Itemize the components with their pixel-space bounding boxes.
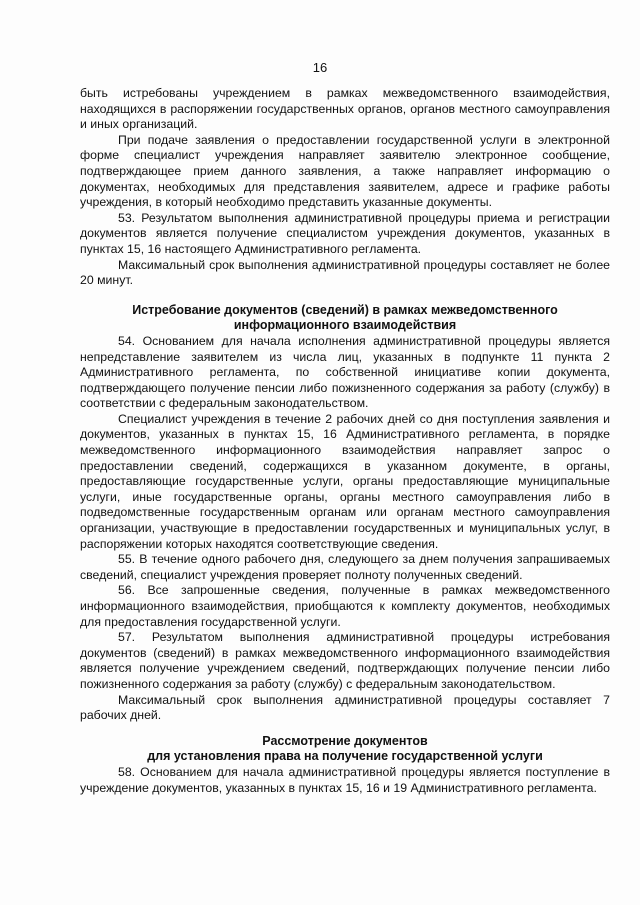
paragraph-max-time-20: Максимальный срок выполнения административной процедуры составляет не более 20 минут. <box>80 257 610 288</box>
paragraph-electronic-form: При подаче заявления о предоставлении государственной услуги в электронной форме специалист учреждения направляет заявителю электронное сообщение, подтверждающее прием данного заявления, а также направляет информацию о документах, необходимых для представления заявителем, адресе и графике работы учреждения, в который необходимо представить указанные документы. <box>80 132 610 210</box>
section-heading-line: Рассмотрение документов <box>262 733 428 748</box>
document-body <box>80 86 610 796</box>
section-heading-interagency <box>80 303 610 334</box>
paragraph-53: 53. Результатом выполнения административной процедуры приема и регистрации документов является получение специалистом учреждения документов, указанных в пунктах 15, 16 настоящего Административного регламента. <box>80 210 610 256</box>
section-heading-line: Истребование документов (сведений) в рамках межведомственного <box>132 302 558 317</box>
paragraph-54: 54. Основанием для начала исполнения административной процедуры является непредставление заявителем из числа лиц, указанных в подпункте 11 пункта 2 Административного регламента, по собственной инициативе копии документа, подтверждающего получение пенсии либо пожизненного содержания за работу (службу) в соответствии с федеральным законодательством. <box>80 333 610 411</box>
paragraph-specialist-request: Специалист учреждения в течение 2 рабочих дней со дня поступления заявления и документов, указанных в пунктах 15, 16 Административного регламента, в порядке межведомственного информационного взаимодействия направляет запрос о предоставлении сведений, содержащихся в указанном документе, в органы, предоставляющие государственные услуги, органы предоставляющие муниципальные услуги, иные государственные органы, органы местного самоуправления либо в подведомственные государственным органам или органам местного самоуправления организации, участвующие в предоставлении государственных и муниципальных услуг, в распоряжении которых находятся соответствующие сведения. <box>80 411 610 551</box>
paragraph-56: 56. Все запрошенные сведения, полученные в рамках межведомственного информационного взаимодействия, приобщаются к комплекту документов, необходимых для предоставления государственной услуги. <box>80 583 610 629</box>
paragraph-55: 55. В течение одного рабочего дня, следующего за днем получения запрашиваемых сведений, специалист учреждения проверяет полноту полученных сведений. <box>80 552 610 582</box>
paragraph-max-time-7: Максимальный срок выполнения административной процедуры составляет 7 рабочих дней. <box>80 692 610 723</box>
paragraph-57: 57. Результатом выполнения административной процедуры истребования документов (сведений) в рамках межведомственного информационного взаимодействия является получение учреждением сведений, подтверждающих получение пенсии либо пожизненного содержания за работу (службу) с федеральным законодательством. <box>80 630 610 691</box>
section-heading-review <box>80 734 610 765</box>
section-heading-line: информационного взаимодействия <box>233 318 457 333</box>
paragraph-58: 58. Основанием для начала административной процедуры является поступление в учреждение документов, указанных в пунктах 15, 16 и 19 Административного регламента. <box>80 764 610 795</box>
page-number: 16 <box>312 60 328 75</box>
section-heading-line: для установления права на получение государственной услуги <box>147 749 543 764</box>
paragraph-continuation: быть истребованы учреждением в рамках межведомственного взаимодействия, находящихся в распоряжении государственных органов, органов местного самоуправления и иных организаций. <box>80 86 610 132</box>
